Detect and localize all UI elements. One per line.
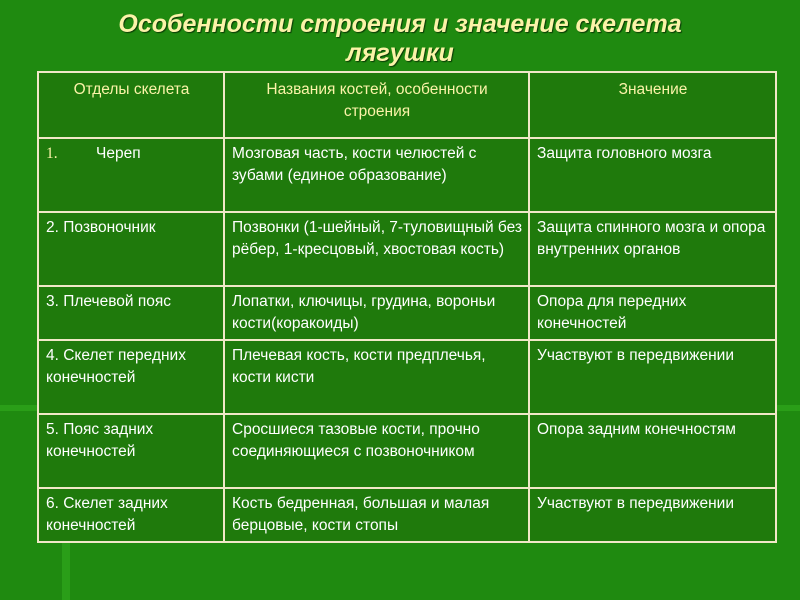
bones-cell: Плечевая кость, кости предплечья, кости кисти [224, 340, 529, 414]
section-label: Череп [96, 145, 141, 162]
table-row [38, 286, 776, 340]
bones-cell: Кость бедренная, большая и малая берцовые, кости стопы [224, 488, 529, 542]
section-cell: 5. Пояс задних конечностей [38, 414, 224, 488]
table-row [38, 340, 776, 414]
section-cell: 2. Позвоночник [38, 212, 224, 286]
section-cell [38, 138, 224, 212]
table-row [38, 138, 776, 212]
meaning-cell: Защита головного мозга [529, 138, 776, 212]
bones-cell: Мозговая часть, кости челюстей с зубами (единое образование) [224, 138, 529, 212]
table-row [38, 212, 776, 286]
bones-cell: Лопатки, ключицы, грудина, вороньи кости(коракоиды) [224, 286, 529, 340]
table-row [38, 488, 776, 542]
section-cell: 6. Скелет задних конечностей [38, 488, 224, 542]
table-header-row [38, 72, 776, 138]
skeleton-table [37, 71, 777, 543]
header-cell: Отделы скелета [38, 72, 224, 138]
slide-title [0, 10, 800, 68]
meaning-cell: Участвуют в передвижении [529, 340, 776, 414]
bones-cell: Сросшиеся тазовые кости, прочно соединяющиеся с позвоночником [224, 414, 529, 488]
meaning-cell: Участвуют в передвижении [529, 488, 776, 542]
meaning-cell: Опора для передних конечностей [529, 286, 776, 340]
title-line-2: лягушки [346, 39, 454, 67]
meaning-cell: Защита спинного мозга и опора внутренних органов [529, 212, 776, 286]
table-row [38, 414, 776, 488]
section-cell: 4. Скелет передних конечностей [38, 340, 224, 414]
header-cell: Названия костей, особенности строения [224, 72, 529, 138]
meaning-cell: Опора задним конечностям [529, 414, 776, 488]
section-cell: 3. Плечевой пояс [38, 286, 224, 340]
bones-cell: Позвонки (1-шейный, 7-туловищный без рёбер, 1-кресцовый, хвостовая кость) [224, 212, 529, 286]
row-number: 1. [46, 145, 58, 162]
header-cell: Значение [529, 72, 776, 138]
title-line-1: Особенности строения и значение скелета [118, 10, 682, 38]
